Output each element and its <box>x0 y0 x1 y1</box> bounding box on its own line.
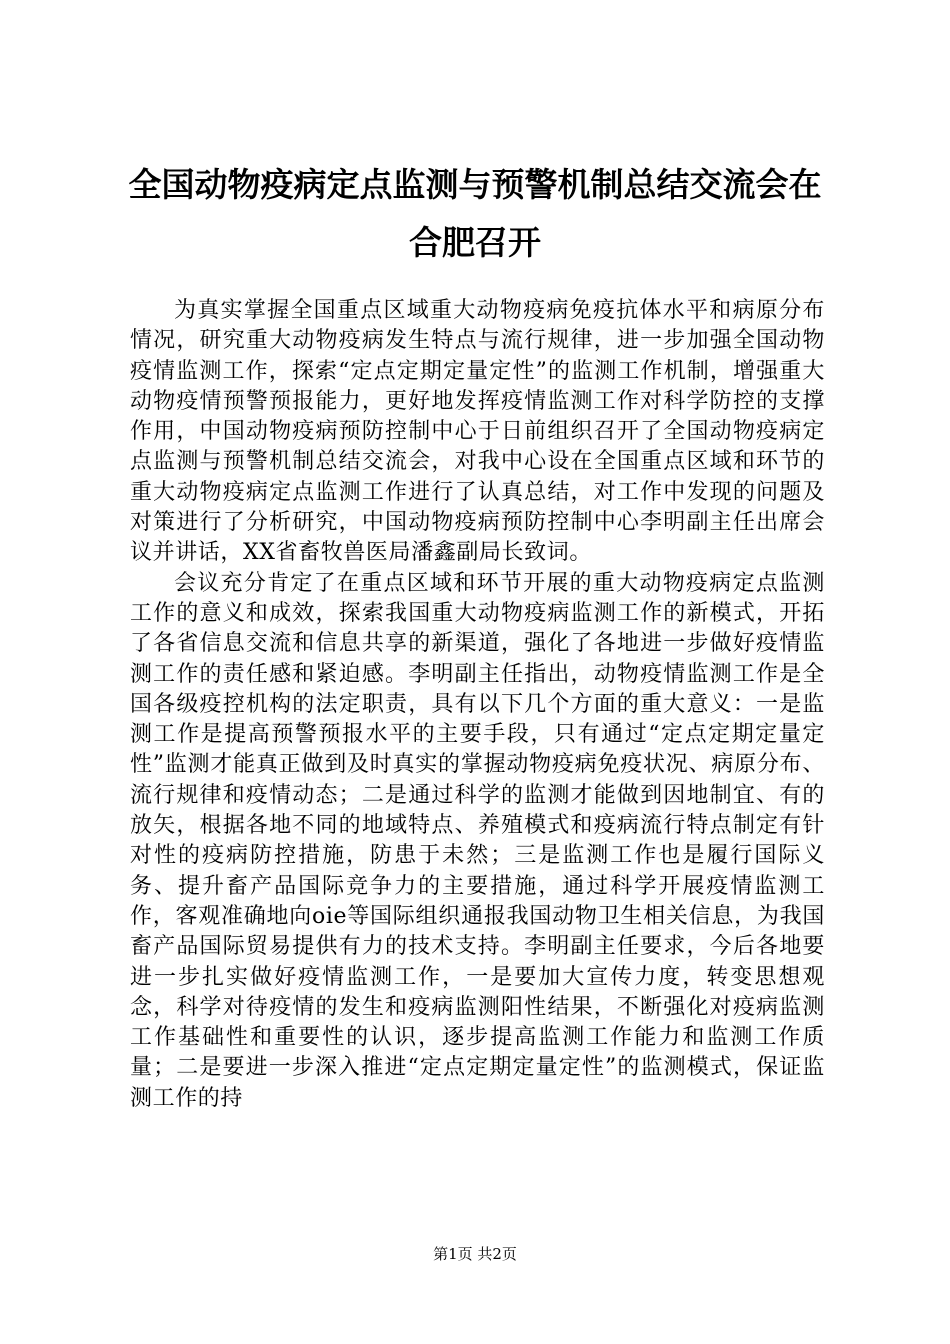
document-body <box>130 296 825 1114</box>
page-number-footer: 第1页 共2页 <box>433 1245 517 1263</box>
paragraph-2: 会议充分肯定了在重点区域和环节开展的重大动物疫病定点监测工作的意义和成效，探索我国重大动物疫病监测工作的新模式，开拓了各省信息交流和信息共享的新渠道，强化了各地进一步做好疫情监测工作的责任感和紧迫感。李明副主任指出，动物疫情监测工作是全国各级疫控机构的法定职责，具有以下几个方面的重大意义：一是监测工作是提高预警预报水平的主要手段，只有通过“定点定期定量定性”监测才能真正做到及时真实的掌握动物疫病免疫状况、病原分布、流行规律和疫情动态；二是通过科学的监测才能做到因地制宜、有的放矢，根据各地不同的地域特点、养殖模式和疫病流行特点制定有针对性的疫病防控措施，防患于未然；三是监测工作也是履行国际义务、提升畜产品国际竞争力的主要措施，通过科学开展疫情监测工作，客观准确地向oie等国际组织通报我国动物卫生相关信息，为我国畜产品国际贸易提供有力的技术支持。李明副主任要求，今后各地要进一步扎实做好疫情监测工作，一是要加大宣传力度，转变思想观念，科学对待疫情的发生和疫病监测阳性结果，不断强化对疫病监测工作基础性和重要性的认识，逐步提高监测工作能力和监测工作质量；二是要进一步深入推进“定点定期定量定性”的监测模式，保证监测工作的持 <box>130 570 825 1111</box>
paragraph-1: 为真实掌握全国重点区域重大动物疫病免疫抗体水平和病原分布情况，研究重大动物疫病发生特点与流行规律，进一步加强全国动物疫情监测工作，探索“定点定期定量定性”的监测工作机制，增强重大动物疫情预警预报能力，更好地发挥疫情监测工作对科学防控的支撑作用，中国动物疫病预防控制中心于日前组织召开了全国动物疫病定点监测与预警机制总结交流会，对我中心设在全国重点区域和环节的重大动物疫病定点监测工作进行了认真总结，对工作中发现的问题及对策进行了分析研究，中国动物疫病预防控制中心李明副主任出席会议并讲话，XX省畜牧兽医局潘鑫副局长致词。 <box>130 298 825 566</box>
document-title: 全国动物疫病定点监测与预警机制总结交流会在合肥召开 <box>128 165 822 262</box>
